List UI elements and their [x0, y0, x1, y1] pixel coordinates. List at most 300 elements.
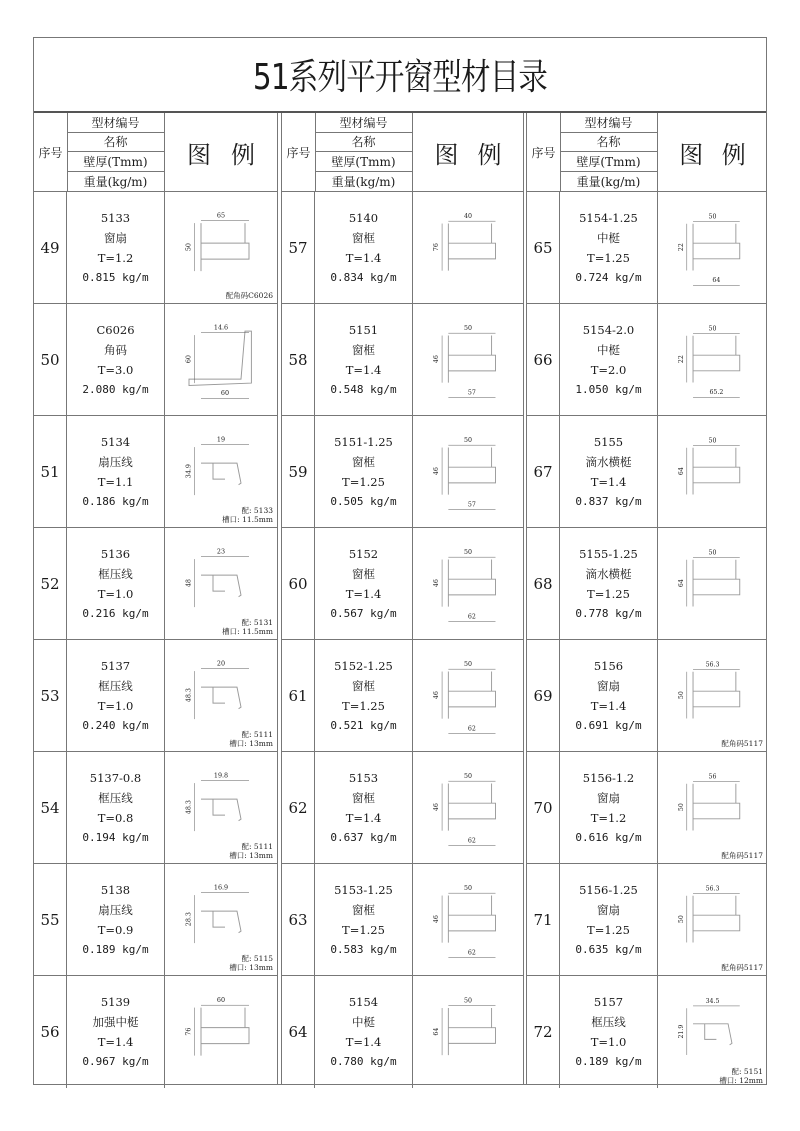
profile-drawing: [165, 304, 277, 415]
header-field-code: 型材编号: [67, 113, 164, 133]
dimension-label: 60: [220, 389, 230, 398]
mating-note-line: 槽口: 13mm: [229, 739, 273, 748]
dimension-label: 56.3: [705, 661, 720, 669]
profile-drawing: [658, 864, 767, 975]
profile-drawing: [413, 192, 523, 303]
mating-note-line: 槽口: 13mm: [229, 851, 273, 860]
profile-weight: 0.637 kg/m: [330, 830, 397, 844]
row-seq: 68: [527, 528, 560, 639]
row-info: [67, 192, 165, 303]
dimension-label: 46: [433, 915, 441, 924]
row-info: [560, 864, 658, 975]
table-row: [34, 864, 277, 976]
profile-code: 5155: [593, 434, 624, 449]
dimension-label: 46: [433, 579, 441, 588]
header-figure-char1: 图: [434, 140, 459, 169]
dimension-label: 22: [677, 243, 685, 252]
profile-thickness: T=1.0: [97, 698, 134, 713]
profile-drawing: [165, 416, 277, 527]
profile-drawing: [658, 192, 767, 303]
profile-code: 5152-1.25: [334, 658, 393, 673]
dimension-label: 23: [216, 547, 226, 556]
profile-name: 窗扇: [597, 902, 620, 917]
row-info: [67, 304, 165, 415]
row-info: [315, 192, 413, 303]
dimension-label: 50: [464, 549, 472, 557]
profile-weight: 0.778 kg/m: [575, 606, 642, 620]
mating-note: [229, 842, 273, 860]
row-seq: 61: [282, 640, 315, 751]
profile-thickness: T=1.25: [342, 474, 385, 489]
profile-thickness: T=1.4: [97, 1035, 134, 1049]
profile-name: 扇压线: [98, 454, 133, 469]
profile-thickness: T=1.4: [590, 698, 627, 713]
profile-thickness: T=1.25: [587, 586, 630, 601]
dimension-label: 22: [677, 355, 685, 364]
row-seq: 70: [527, 752, 560, 863]
dimension-label: 46: [433, 467, 441, 476]
profile-thickness: T=1.0: [97, 586, 134, 601]
row-info: [560, 976, 658, 1088]
profile-weight: 0.691 kg/m: [575, 718, 642, 732]
profile-name: 窗扇: [597, 678, 620, 693]
header-figure-char1: 图: [679, 140, 704, 169]
table-row: [527, 192, 767, 304]
table-row: [34, 416, 277, 528]
profile-thickness: T=1.4: [345, 586, 382, 601]
profile-name: 角码: [104, 342, 127, 357]
profile-drawing: [658, 416, 767, 527]
header-figure-char2: 例: [477, 140, 502, 169]
profile-drawing: [165, 752, 277, 863]
row-seq: 51: [34, 416, 67, 527]
dimension-label: 57: [467, 389, 476, 397]
dimension-label: 48.3: [184, 799, 193, 815]
table-header: [34, 113, 277, 192]
profile-drawing: [165, 528, 277, 639]
profile-weight: 0.583 kg/m: [330, 942, 397, 956]
row-seq: 66: [527, 304, 560, 415]
row-seq: 64: [282, 976, 315, 1088]
row-seq: 58: [282, 304, 315, 415]
profile-code: 5136: [100, 546, 131, 561]
table-row: [34, 304, 277, 416]
dimension-label: 46: [433, 803, 441, 812]
profile-outline-icon: [413, 640, 523, 751]
profile-name: 窗框: [352, 902, 375, 917]
profile-drawing: [413, 528, 523, 639]
header-field-code: 型材编号: [315, 113, 412, 133]
row-seq: 53: [34, 640, 67, 751]
dimension-label: 64: [677, 579, 685, 588]
row-info: [560, 192, 658, 303]
mating-note: [719, 1067, 763, 1085]
table-row: [527, 416, 767, 528]
header-seq: 序号: [34, 113, 68, 191]
dimension-label: 50: [708, 213, 717, 221]
profile-weight: 0.186 kg/m: [82, 494, 149, 508]
profile-drawing: [413, 304, 523, 415]
mating-note-line: 配: 5111: [241, 730, 273, 739]
profile-outline-icon: [413, 976, 523, 1088]
row-seq: 72: [527, 976, 560, 1088]
mating-note-line: 配角码5117: [721, 851, 763, 860]
profile-weight: 0.815 kg/m: [82, 270, 149, 284]
table-group-2: [281, 113, 524, 1085]
dimension-label: 48.3: [184, 687, 193, 703]
dimension-label: 50: [708, 549, 717, 557]
table-row: [282, 192, 523, 304]
row-seq: 65: [527, 192, 560, 303]
profile-thickness: T=3.0: [97, 362, 134, 377]
profile-weight: 0.834 kg/m: [330, 270, 397, 284]
profile-weight: 0.567 kg/m: [330, 606, 397, 620]
profile-drawing: [413, 416, 523, 527]
mating-note: [226, 291, 273, 300]
row-info: [315, 640, 413, 751]
profile-thickness: T=0.9: [97, 922, 134, 937]
row-seq: 63: [282, 864, 315, 975]
table-row: [282, 976, 523, 1088]
profile-drawing: [165, 640, 277, 751]
table-header: [282, 113, 523, 192]
table-row: [282, 528, 523, 640]
dimension-label: 50: [677, 803, 685, 812]
profile-thickness: T=1.4: [590, 474, 627, 489]
profile-name: 窗框: [352, 790, 375, 805]
header-figure-char2: 例: [231, 140, 255, 169]
profile-outline-icon: [413, 192, 523, 303]
table-row: [527, 304, 767, 416]
header-field-thickness: 壁厚(Tmm): [560, 152, 657, 172]
profile-weight: 0.189 kg/m: [575, 1055, 642, 1068]
catalog-sheet: [33, 37, 767, 1085]
mating-note-line: 槽口: 12mm: [719, 1076, 763, 1085]
profile-code: 5152: [348, 546, 379, 561]
profile-code: 5138: [100, 882, 131, 897]
profile-drawing: [165, 864, 277, 975]
profile-thickness: T=1.4: [345, 810, 382, 825]
profile-weight: 0.967 kg/m: [82, 1055, 149, 1068]
profile-weight: 0.505 kg/m: [330, 494, 397, 508]
dimension-label: 48: [184, 579, 193, 588]
table-row: [282, 304, 523, 416]
table-row: [34, 192, 277, 304]
dimension-label: 57: [467, 501, 476, 509]
profile-name: 框压线: [98, 790, 133, 805]
profile-thickness: T=1.4: [345, 250, 382, 265]
header-fields: [67, 113, 165, 191]
dimension-label: 62: [467, 837, 476, 845]
row-seq: 49: [34, 192, 67, 303]
row-seq: 52: [34, 528, 67, 639]
header-field-name: 名称: [67, 133, 164, 153]
row-info: [315, 864, 413, 975]
mating-note-line: 槽口: 13mm: [229, 963, 273, 972]
profile-name: 中梃: [597, 230, 620, 245]
dimension-label: 76: [184, 1027, 193, 1036]
profile-name: 窗扇: [104, 230, 127, 245]
row-info: [560, 528, 658, 639]
profile-weight: 0.189 kg/m: [82, 942, 149, 956]
profile-name: 滴水横梃: [585, 566, 632, 581]
profile-code: 5137: [100, 658, 131, 673]
row-seq: 59: [282, 416, 315, 527]
mating-note: [721, 963, 763, 972]
profile-code: 5154: [348, 995, 379, 1009]
mating-note-line: 配: 5111: [241, 842, 273, 851]
profile-thickness: T=1.2: [97, 250, 134, 265]
table-group-1: [34, 113, 278, 1085]
dimension-label: 50: [464, 661, 472, 669]
row-info: [315, 752, 413, 863]
dimension-label: 40: [464, 213, 472, 221]
profile-outline-icon: [413, 528, 523, 639]
profile-thickness: T=1.25: [587, 922, 630, 937]
table-row: [527, 976, 767, 1088]
profile-drawing: [413, 640, 523, 751]
dimension-label: 64: [677, 467, 685, 476]
header-figure-char1: 图: [187, 140, 211, 169]
row-seq: 67: [527, 416, 560, 527]
profile-drawing: [658, 752, 767, 863]
row-seq: 55: [34, 864, 67, 975]
profile-outline-icon: [658, 752, 767, 863]
table-row: [527, 752, 767, 864]
dimension-label: 76: [433, 243, 441, 252]
row-info: [67, 864, 165, 975]
mating-note-line: 配: 5115: [241, 954, 273, 963]
profile-name: 窗框: [352, 342, 375, 357]
profile-weight: 0.837 kg/m: [575, 494, 642, 508]
profile-drawing: [165, 192, 277, 303]
header-field-weight: 重量(kg/m): [83, 174, 148, 189]
header-field-thickness: 壁厚(Tmm): [315, 152, 412, 172]
row-seq: 71: [527, 864, 560, 975]
row-info: [67, 640, 165, 751]
profile-name: 框压线: [98, 566, 133, 581]
table-header: [527, 113, 767, 192]
table-row: [34, 752, 277, 864]
profile-outline-icon: [165, 976, 277, 1088]
mating-note-line: 槽口: 11.5mm: [222, 627, 273, 636]
header-fields: [560, 113, 658, 191]
profile-outline-icon: [413, 864, 523, 975]
header-seq: 序号: [527, 113, 561, 191]
header-figure-char2: 例: [721, 140, 746, 169]
row-seq: 60: [282, 528, 315, 639]
row-info: [560, 416, 658, 527]
table-row: [527, 864, 767, 976]
dimension-label: 50: [184, 243, 193, 252]
row-info: [315, 416, 413, 527]
profile-weight: 0.521 kg/m: [330, 718, 397, 732]
row-seq: 50: [34, 304, 67, 415]
table-group-3: [526, 113, 767, 1085]
mating-note-line: 配角码5117: [721, 963, 763, 972]
header-field-weight: 重量(kg/m): [331, 174, 396, 189]
dimension-label: 62: [467, 949, 476, 957]
dimension-label: 19.8: [213, 771, 229, 780]
profile-name: 窗框: [352, 454, 375, 469]
row-info: [315, 528, 413, 639]
profile-weight: 0.194 kg/m: [82, 830, 149, 844]
profile-thickness: T=1.25: [342, 922, 385, 937]
profile-name: 窗框: [352, 566, 375, 581]
profile-outline-icon: [658, 640, 767, 751]
dimension-label: 46: [433, 691, 441, 700]
profile-code: 5154-2.0: [582, 322, 635, 337]
mating-note: [229, 730, 273, 748]
mating-note: [721, 851, 763, 860]
header-seq: 序号: [282, 113, 316, 191]
table-row: [34, 528, 277, 640]
dimension-label: 65: [216, 211, 226, 220]
mating-note-line: 配角码C6026: [225, 291, 273, 300]
dimension-label: 50: [464, 773, 472, 781]
profile-code: 5153-1.25: [334, 882, 393, 897]
profile-name: 框压线: [98, 678, 133, 693]
profile-weight: 0.724 kg/m: [575, 270, 642, 284]
profile-code: 5151-1.25: [334, 434, 393, 449]
profile-code: 5140: [348, 210, 379, 225]
dimension-label: 20: [216, 659, 226, 668]
profile-drawing: [658, 304, 767, 415]
profile-name: 加强中梃: [92, 1015, 139, 1029]
profile-code: 5156-1.25: [579, 882, 638, 897]
dimension-label: 64: [712, 277, 721, 285]
profile-name: 扇压线: [98, 902, 133, 917]
profile-code: 5156: [593, 658, 624, 673]
profile-drawing: [658, 640, 767, 751]
profile-code: 5139: [100, 995, 131, 1009]
header-field-thickness: 壁厚(Tmm): [67, 152, 164, 172]
table-row: [34, 976, 277, 1088]
profile-drawing: [413, 976, 523, 1088]
profile-outline-icon: [658, 528, 767, 639]
profile-thickness: T=1.4: [345, 1035, 382, 1049]
profile-outline-icon: [658, 864, 767, 975]
dimension-label: 50: [677, 691, 685, 700]
profile-outline-icon: [413, 304, 523, 415]
profile-thickness: T=1.4: [345, 362, 382, 377]
header-field-weight: 重量(kg/m): [576, 174, 641, 189]
profile-outline-icon: [658, 416, 767, 527]
profile-thickness: T=2.0: [590, 362, 627, 377]
profile-thickness: T=1.2: [590, 810, 627, 825]
mating-note-line: 配: 5131: [241, 618, 273, 627]
dimension-label: 50: [464, 885, 472, 893]
profile-thickness: T=1.25: [587, 250, 630, 265]
profile-thickness: T=1.0: [590, 1035, 627, 1049]
mating-note: [222, 506, 273, 524]
mating-note-line: 配: 5133: [241, 506, 273, 515]
table-row: [34, 640, 277, 752]
profile-weight: 2.080 kg/m: [82, 382, 149, 396]
row-info: [67, 752, 165, 863]
profile-name: 窗框: [352, 230, 375, 245]
profile-thickness: T=1.25: [342, 698, 385, 713]
profile-code: 5155-1.25: [579, 546, 638, 561]
profile-drawing: [413, 864, 523, 975]
profile-code: 5156-1.2: [582, 770, 635, 785]
dimension-label: 19: [216, 435, 226, 444]
table-row: [282, 752, 523, 864]
row-info: [67, 528, 165, 639]
dimension-label: 56: [708, 773, 717, 781]
dimension-label: 60: [216, 996, 226, 1004]
dimension-label: 28.3: [184, 911, 193, 927]
table-row: [282, 864, 523, 976]
profile-code: 5154-1.25: [579, 210, 638, 225]
mating-note: [229, 954, 273, 972]
dimension-label: 50: [677, 915, 685, 924]
mating-note-line: 配: 5151: [731, 1067, 763, 1076]
dimension-label: 56.3: [705, 885, 720, 893]
dimension-label: 50: [708, 325, 717, 333]
row-seq: 57: [282, 192, 315, 303]
profile-drawing: [658, 976, 767, 1088]
header-figure: [413, 113, 523, 191]
profile-drawing: [658, 528, 767, 639]
table-row: [527, 640, 767, 752]
dimension-label: 62: [467, 613, 476, 621]
profile-drawing: [165, 976, 277, 1088]
dimension-label: 50: [708, 437, 717, 445]
row-info: [560, 640, 658, 751]
table-row: [282, 640, 523, 752]
header-figure: [658, 113, 767, 191]
mating-note-line: 配角码5117: [721, 739, 763, 748]
profile-weight: 0.548 kg/m: [330, 382, 397, 396]
header-field-name: 名称: [315, 133, 412, 153]
header-figure: [165, 113, 277, 191]
row-seq: 56: [34, 976, 67, 1088]
profile-name: 窗框: [352, 678, 375, 693]
profile-outline-icon: [658, 192, 767, 303]
profile-weight: 0.635 kg/m: [575, 942, 642, 956]
profile-name: 窗扇: [597, 790, 620, 805]
profile-weight: 1.050 kg/m: [575, 382, 642, 396]
dimension-label: 62: [467, 725, 476, 733]
profile-weight: 0.240 kg/m: [82, 718, 149, 732]
dimension-label: 21.9: [677, 1024, 685, 1039]
profile-weight: 0.216 kg/m: [82, 606, 149, 620]
header-field-name: 名称: [560, 133, 657, 153]
row-info: [560, 752, 658, 863]
profile-weight: 0.616 kg/m: [575, 830, 642, 844]
dimension-label: 34.9: [184, 463, 193, 479]
profile-code: 5151: [348, 322, 379, 337]
row-info: [315, 976, 413, 1088]
profile-code: 5157: [593, 995, 624, 1009]
row-info: [67, 976, 165, 1088]
header-field-code: 型材编号: [560, 113, 657, 133]
profile-thickness: T=1.1: [97, 474, 134, 489]
dimension-label: 46: [433, 355, 441, 364]
dimension-label: 34.5: [705, 997, 720, 1005]
profile-outline-icon: [413, 752, 523, 863]
profile-code: 5133: [100, 210, 131, 225]
profile-code: 5134: [100, 434, 131, 449]
profile-thickness: T=0.8: [97, 810, 134, 825]
profile-outline-icon: [165, 192, 277, 303]
profile-code: 5153: [348, 770, 379, 785]
profile-drawing: [413, 752, 523, 863]
table-row: [282, 416, 523, 528]
dimension-label: 50: [464, 437, 472, 445]
mating-note: [721, 739, 763, 748]
